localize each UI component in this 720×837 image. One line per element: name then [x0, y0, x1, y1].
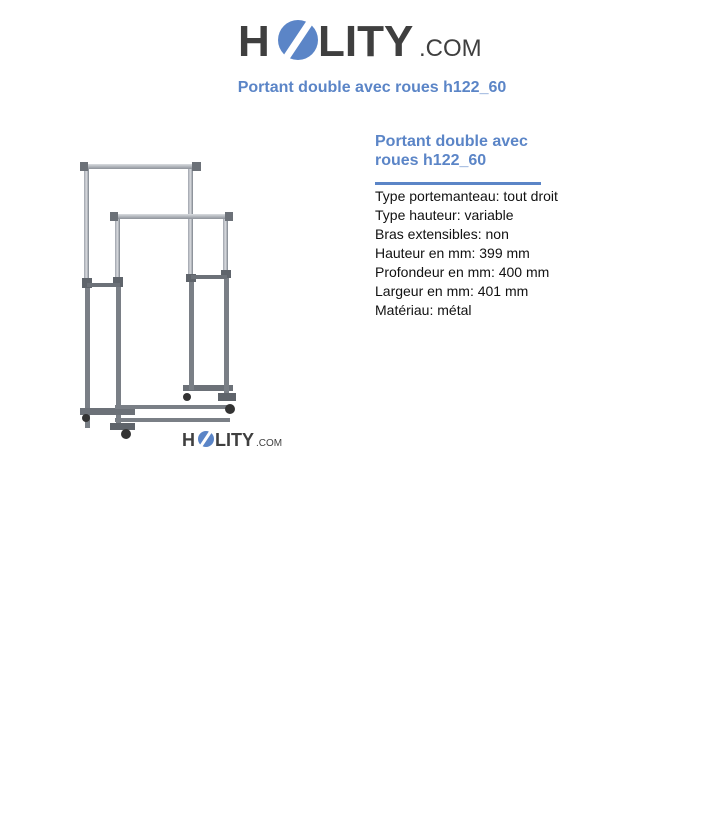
spec-label: Matériau	[375, 302, 430, 318]
product-title	[375, 132, 585, 170]
logo-domain: .COM	[419, 35, 482, 62]
spec-item: Profondeur en mm: 400 mm	[375, 264, 550, 280]
spec-value: variable	[464, 207, 514, 223]
spec-label: Bras extensibles	[375, 226, 478, 242]
spec-item: Hauteur en mm: 399 mm	[375, 245, 530, 261]
logo-letter-h: H	[238, 17, 270, 66]
product-title-line1: Portant double avec	[375, 133, 528, 150]
spec-value: 401 mm	[477, 283, 529, 299]
spec-item: Type portemanteau: tout droit	[375, 188, 558, 204]
spec-label: Profondeur en mm	[375, 264, 491, 280]
spec-value: 400 mm	[498, 264, 550, 280]
image-watermark-logo	[182, 426, 287, 452]
spec-label: Largeur en mm	[375, 283, 470, 299]
spec-item: Bras extensibles: non	[375, 226, 509, 242]
product-image	[70, 150, 285, 455]
spec-label: Type portemanteau	[375, 188, 496, 204]
title-divider	[375, 182, 541, 185]
spec-item: Largeur en mm: 401 mm	[375, 283, 529, 299]
spec-item: Matériau: métal	[375, 302, 472, 318]
spec-label: Hauteur en mm	[375, 245, 472, 261]
spec-list	[375, 187, 585, 320]
spec-item: Type hauteur: variable	[375, 207, 514, 223]
logo-o-icon	[278, 20, 318, 60]
spec-value: non	[485, 226, 509, 242]
spec-value: tout droit	[503, 188, 558, 204]
watermark-domain: .COM	[256, 438, 283, 449]
watermark-o-icon	[198, 431, 214, 447]
spec-value: 399 mm	[479, 245, 530, 261]
clothes-rack-illustration	[70, 150, 285, 455]
spec-value: métal	[437, 302, 472, 318]
watermark-letters-lity: LITY	[215, 430, 254, 450]
watermark-letter-h: H	[182, 430, 195, 450]
page-title: Portant double avec roues h122_60	[237, 79, 507, 96]
product-title-line2: roues h122_60	[375, 152, 487, 169]
spec-label: Type hauteur	[375, 207, 457, 223]
product-detail	[375, 132, 585, 320]
logo-graphic	[238, 10, 488, 66]
holity-logo[interactable]	[238, 10, 488, 66]
logo-letters-lity: LITY	[318, 17, 414, 66]
